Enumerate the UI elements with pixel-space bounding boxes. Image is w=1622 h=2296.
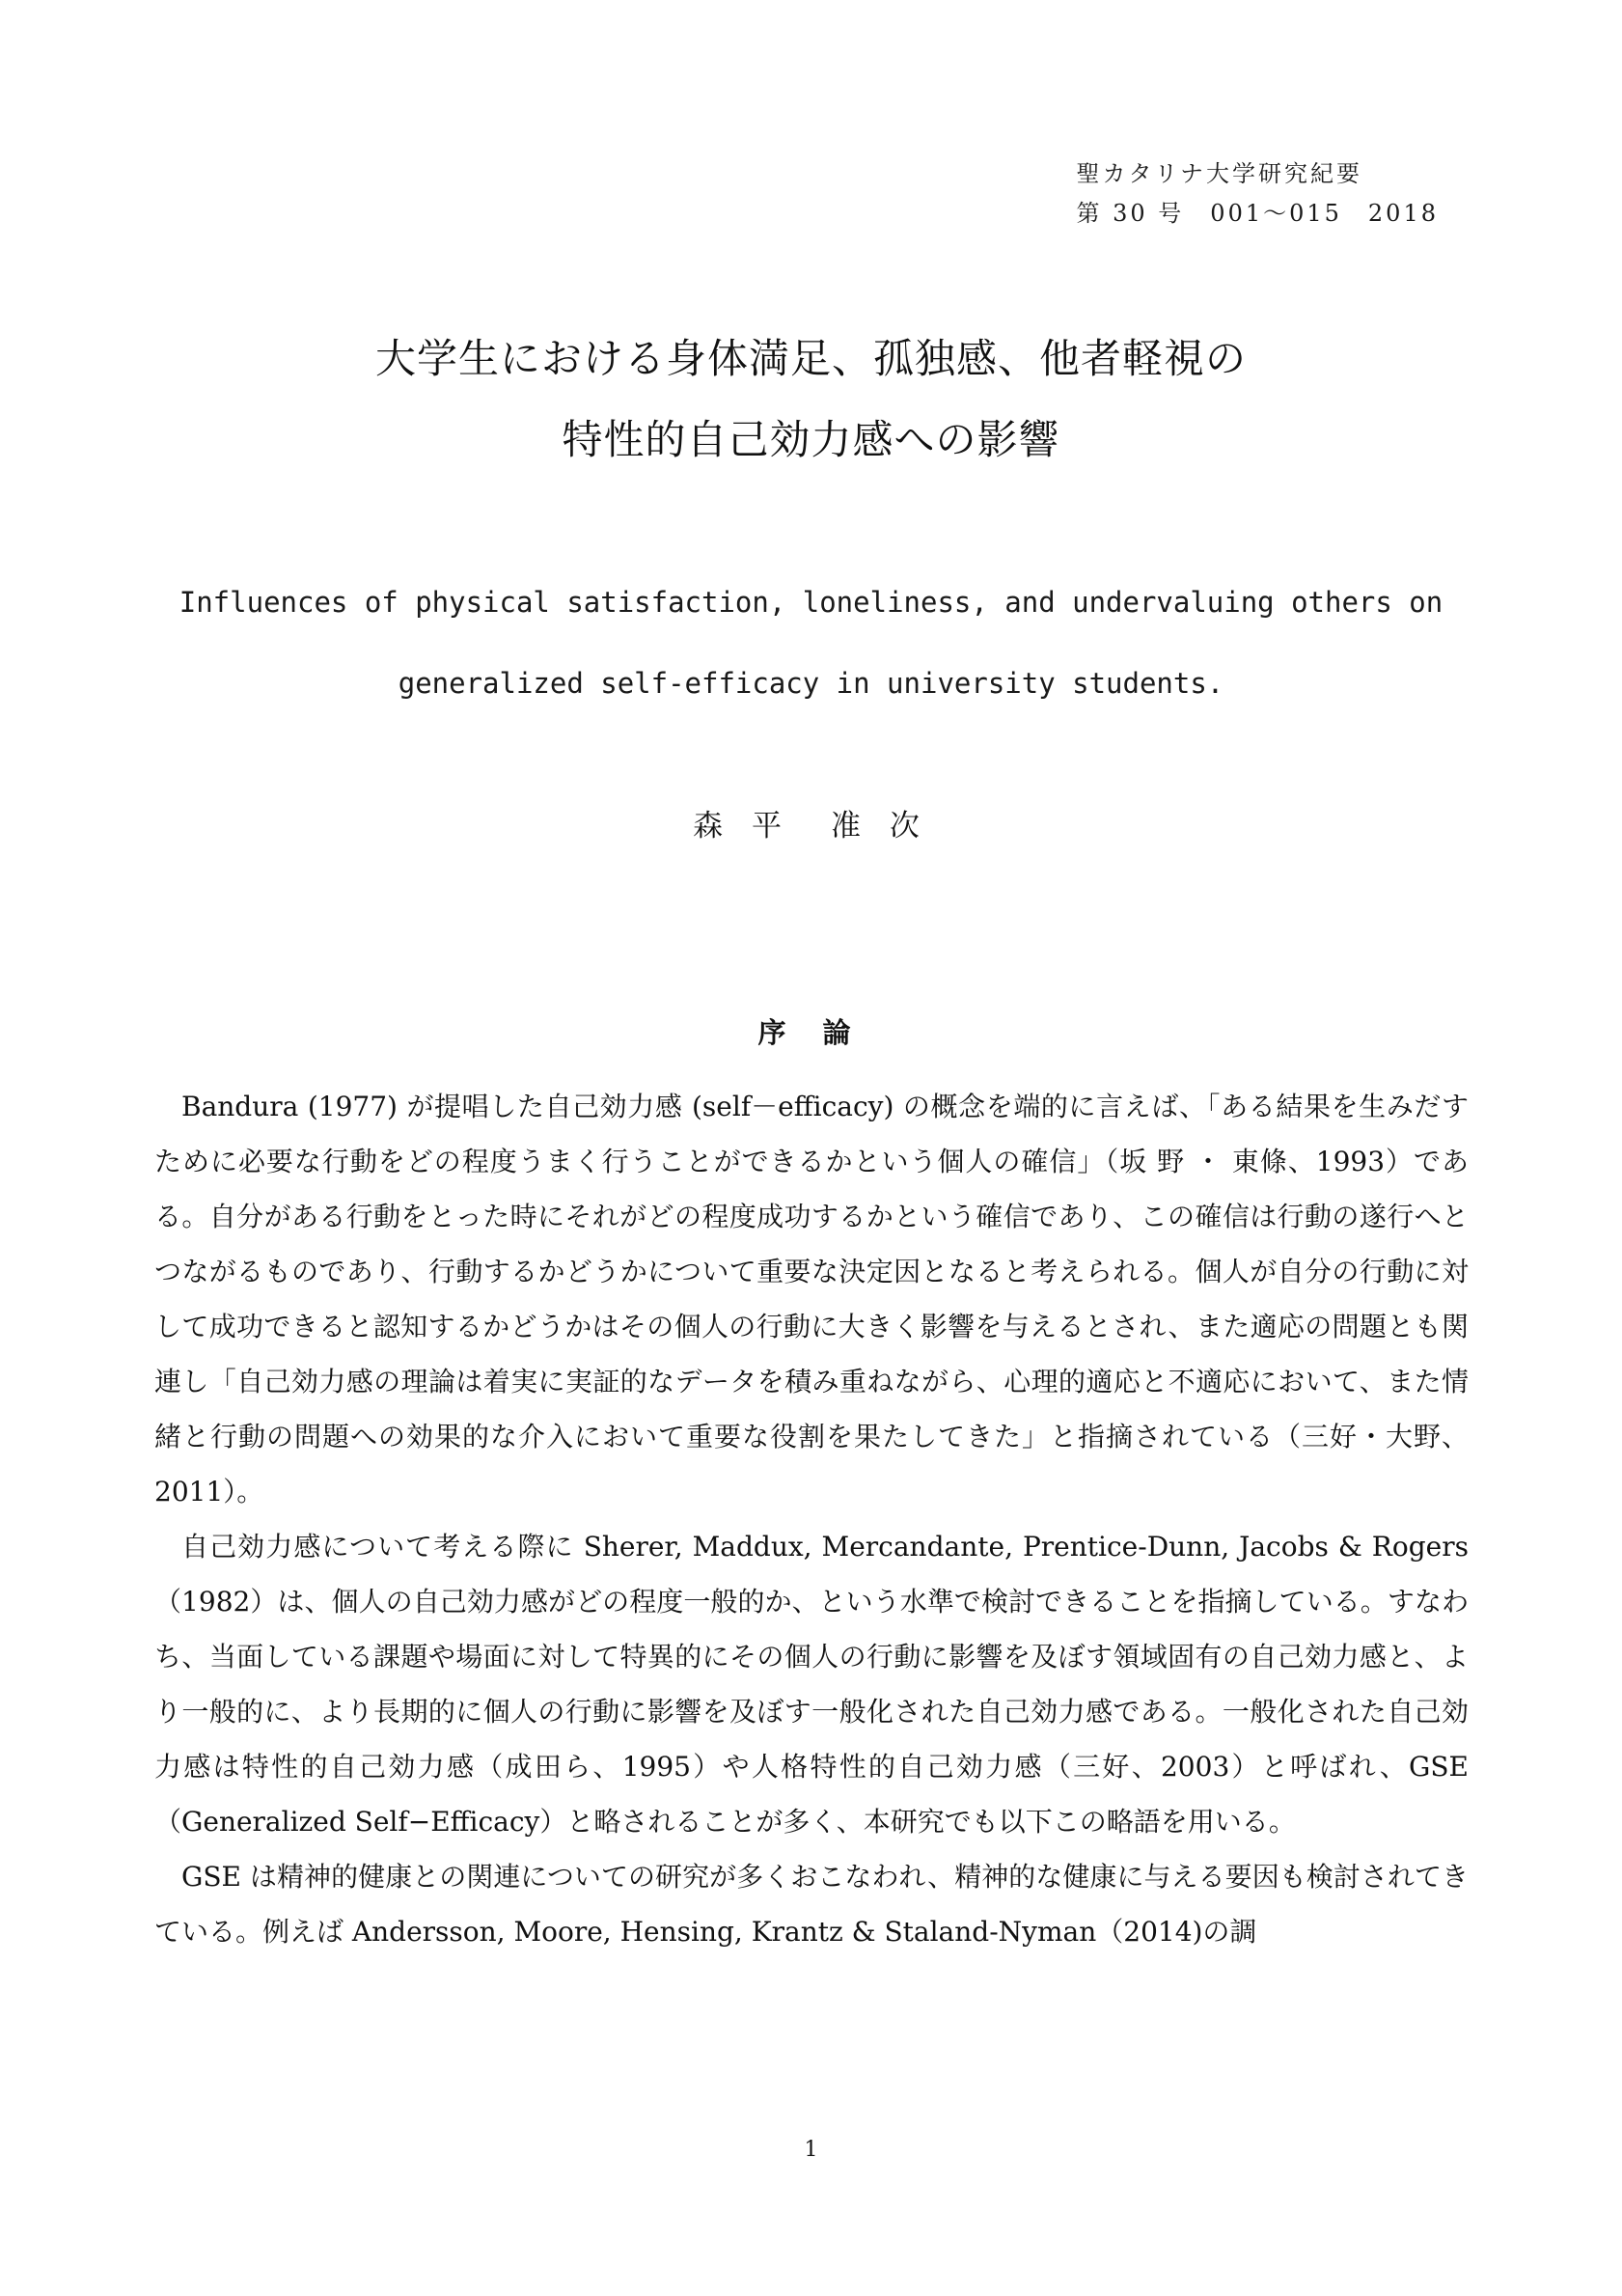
japanese-title-line-2: 特性的自己効力感への影響 [562,416,1060,463]
body-text [154,1079,1469,1959]
volume-info: 第 30 号 001〜015 2018 [1076,200,1439,227]
paragraph: 自己効力感について考える際に Sherer, Maddux, Mercandante, Prentice-Dunn, Jacobs & Rogers（1982）は、個人の自己効力感がどの程度一般的か、という水準で検討できることを指摘している。すなわち、当面している課題や場面に対して特異的にその個人の行動に影響を及ぼす領域固有の自己効力感と、より一般的に、より長期的に個人の行動に影響を及ぼす一般化された自己効力感である。一般化された自己効力感は特性的自己効力感（成田ら、1995）や人格特性的自己効力感（三好、2003）と呼ばれ、GSE（Generalized Self−Efficacy）と略されることが多く、本研究でも以下この略語を用いる。 [154,1531,1469,1838]
journal-header [1077,154,1440,234]
paragraph: Bandura (1977) が提唱した自己効力感 (self－efficacy) の概念を端的に言えば、「ある結果を生みだすために必要な行動をどの程度うまく行うことができるかという個人の確信」（坂 野 ・ 東條、1993）である。自分がある行動をとった時にそれがどの程度成功するかという確信であり、この確信は行動の遂行へとつながるものであり、行動するかどうかについて重要な決定因となると考えられる。個人が自分の行動に対して成功できると認知するかどうかはその個人の行動に大きく影響を与えるとされ、また適応の問題とも関連し「自己効力感の理論は着実に実証的なデータを積み重ねながら、心理的適応と不適応において、また情緒と行動の問題への効果的な介入において重要な役割を果たしてきた」と指摘されている（三好・大野、2011）。 [154,1091,1469,1508]
japanese-title-line-1: 大学生における身体満足、孤独感、他者軽視の [374,335,1247,382]
journal-name: 聖カタリナ大学研究紀要 [1076,160,1363,187]
section-heading: 序 論 [757,1016,865,1049]
japanese-title [0,318,1622,481]
page-number: 1 [804,2138,818,2162]
english-title [0,562,1622,724]
author-name: 森 平 准 次 [693,809,929,844]
english-title-line-2: generalized self-efficacy in university students. [398,667,1224,700]
paragraph: GSE は精神的健康との関連についての研究が多くおこなわれ、精神的な健康に与える要因も検討されてきている。例えば Andersson, Moore, Hensing, Krantz & Staland-Nyman（2014)の調 [154,1861,1469,1948]
english-title-line-1: Influences of physical satisfaction, loneliness, and undervaluing others on [179,586,1443,619]
